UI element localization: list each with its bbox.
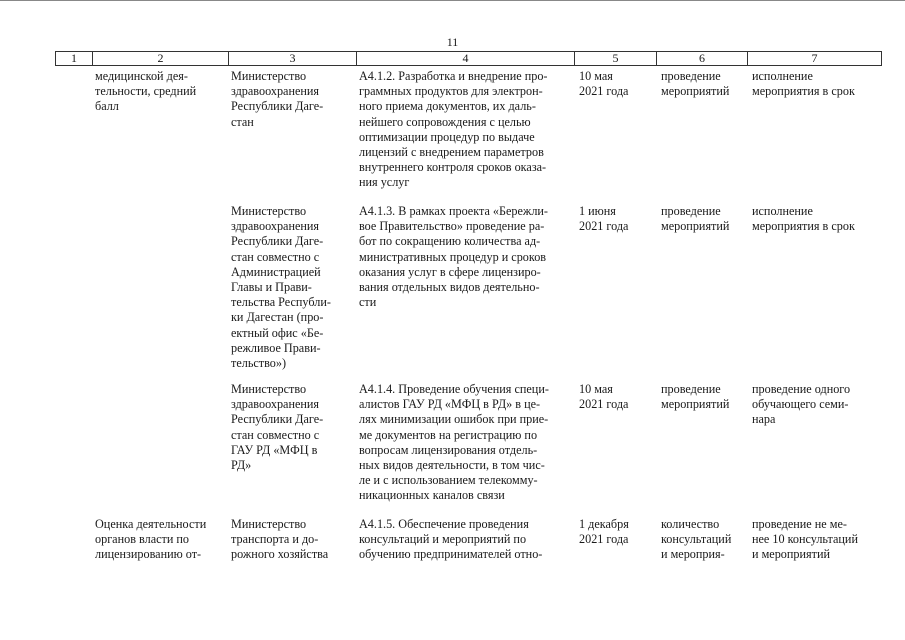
text-line: тельности, средний — [95, 84, 197, 99]
text-line: нара — [752, 412, 776, 427]
text-line: количество — [661, 517, 720, 531]
text-line: балл — [95, 99, 119, 114]
text-line: Оценка деятельности — [95, 517, 207, 531]
text-line: оптимизации процедур по выдаче — [359, 129, 535, 144]
row-3-target — [752, 382, 870, 428]
text-line: А4.1.4. Проведение обучения специ- — [359, 382, 549, 396]
text-line: мероприятий — [661, 84, 730, 99]
text-line: алистов ГАУ РД «МФЦ в РД» в це- — [359, 397, 541, 412]
text-line: внутреннего контроля сроков оказа- — [359, 160, 547, 175]
text-line: Республики Даге- — [231, 412, 324, 427]
text-line: мероприятия в срок — [752, 219, 855, 234]
text-line: консультаций и мероприятий по — [359, 532, 527, 547]
row-3-responsible — [231, 382, 346, 473]
text-line: стан совместно с — [231, 427, 320, 442]
text-line: тельства Республи- — [231, 295, 331, 310]
text-line: и мероприятий — [752, 547, 830, 562]
text-line: режливое Прави- — [231, 340, 321, 355]
text-line: бот по сокращению количества ад- — [359, 234, 541, 249]
text-line: 1 декабря — [579, 517, 629, 531]
text-line: вое Правительство» проведение ра- — [359, 219, 545, 234]
row-1-measure — [359, 69, 568, 191]
text-line: ного приема документов, их даль- — [359, 99, 536, 114]
text-line: Министерство — [231, 517, 307, 531]
text-line: ле и с использованием телекомму- — [359, 473, 538, 488]
row-2-target — [752, 204, 870, 234]
text-line: сти — [359, 295, 377, 310]
text-line: 2021 года — [579, 532, 629, 547]
text-line: здравоохранения — [231, 84, 320, 99]
text-line: граммных продуктов для электрон- — [359, 84, 543, 99]
text-line: мероприятий — [661, 219, 730, 234]
text-line: органов власти по — [95, 532, 190, 547]
text-line: вания отдельных видов деятельно- — [359, 280, 540, 295]
column-header-1: 1 — [56, 52, 93, 66]
column-header-7: 7 — [748, 52, 882, 66]
row-2-deadline — [579, 204, 651, 234]
row-3-measure — [359, 382, 568, 504]
text-line: Министерство — [231, 69, 307, 83]
text-line: лях минимизации ошибок при прие- — [359, 412, 549, 427]
text-line: тельство») — [231, 356, 287, 371]
text-line: мероприятий — [661, 397, 730, 412]
text-line: Республики Даге- — [231, 234, 324, 249]
row-4-result — [661, 517, 743, 563]
text-line: ГАУ РД «МФЦ в — [231, 442, 318, 457]
text-line: 2021 года — [579, 84, 629, 99]
column-header-2: 2 — [93, 52, 229, 66]
row-4-measure — [359, 517, 568, 563]
row-1-responsible — [231, 69, 346, 130]
text-line: А4.1.3. В рамках проекта «Бережли- — [359, 204, 548, 218]
text-line: 10 мая — [579, 382, 613, 396]
text-line: никационных каналов связи — [359, 488, 505, 503]
text-line: проведение одного — [752, 382, 851, 396]
text-line: обучающего семи- — [752, 397, 849, 412]
text-line: проведение — [661, 382, 721, 396]
text-line: Министерство — [231, 204, 307, 218]
text-line: проведение не ме- — [752, 517, 847, 531]
text-line: ния услуг — [359, 175, 410, 190]
row-1-target — [752, 69, 870, 99]
text-line: вопросам лицензирования отдель- — [359, 442, 538, 457]
column-header-5: 5 — [575, 52, 657, 66]
text-line: ектный офис «Бе- — [231, 325, 324, 340]
text-line: рожного хозяйства — [231, 547, 329, 562]
text-line: министративных процедур и сроков — [359, 249, 547, 264]
text-line: РД» — [231, 458, 252, 473]
text-line: оказания услуг в сфере лицензиро- — [359, 264, 541, 279]
text-line: мероприятия в срок — [752, 84, 855, 99]
text-line: лицензий с внедрением параметров — [359, 145, 544, 160]
text-line: ки Дагестан (про- — [231, 310, 324, 325]
text-line: проведение — [661, 69, 721, 83]
text-line: 2021 года — [579, 219, 629, 234]
text-line: консультаций — [661, 532, 732, 547]
column-header-4: 4 — [357, 52, 575, 66]
row-1-indicator — [95, 69, 219, 115]
row-4-target — [752, 517, 870, 563]
text-line: медицинской дея- — [95, 69, 188, 83]
text-line: Главы и Прави- — [231, 280, 312, 295]
row-2-responsible — [231, 204, 346, 371]
text-line: 10 мая — [579, 69, 613, 83]
row-4-deadline — [579, 517, 651, 547]
text-line: ме документов на регистрацию по — [359, 427, 538, 442]
row-1-deadline — [579, 69, 651, 99]
text-line: стан совместно с — [231, 249, 320, 264]
column-header-6: 6 — [657, 52, 748, 66]
column-number-header — [55, 51, 882, 66]
text-line: исполнение — [752, 69, 813, 83]
text-line: ных видов деятельности, в том чис- — [359, 458, 545, 473]
row-3-deadline — [579, 382, 651, 412]
text-line: стан — [231, 114, 254, 129]
text-line: здравоохранения — [231, 219, 320, 234]
text-line: обучению предпринимателей отно- — [359, 547, 543, 562]
text-line: 2021 года — [579, 397, 629, 412]
row-4-responsible — [231, 517, 346, 563]
row-3-result — [661, 382, 743, 412]
row-1-result — [661, 69, 743, 99]
text-line: нее 10 консультаций — [752, 532, 858, 547]
text-line: А4.1.2. Разработка и внедрение про- — [359, 69, 548, 83]
page-number: 11 — [446, 35, 459, 49]
text-line: Министерство — [231, 382, 307, 396]
scan-top-edge — [0, 0, 905, 1]
text-line: нейшего сопровождения с целью — [359, 114, 531, 129]
text-line: 1 июня — [579, 204, 616, 218]
text-line: здравоохранения — [231, 397, 320, 412]
text-line: Администрацией — [231, 264, 321, 279]
text-line: А4.1.5. Обеспечение проведения — [359, 517, 529, 531]
text-line: и мероприя- — [661, 547, 725, 562]
row-2-result — [661, 204, 743, 234]
text-line: транспорта и до- — [231, 532, 319, 547]
row-4-indicator — [95, 517, 219, 563]
text-line: Республики Даге- — [231, 99, 324, 114]
text-line: лицензированию от- — [95, 547, 202, 562]
row-2-measure — [359, 204, 568, 310]
column-header-3: 3 — [229, 52, 357, 66]
text-line: исполнение — [752, 204, 813, 218]
text-line: проведение — [661, 204, 721, 218]
